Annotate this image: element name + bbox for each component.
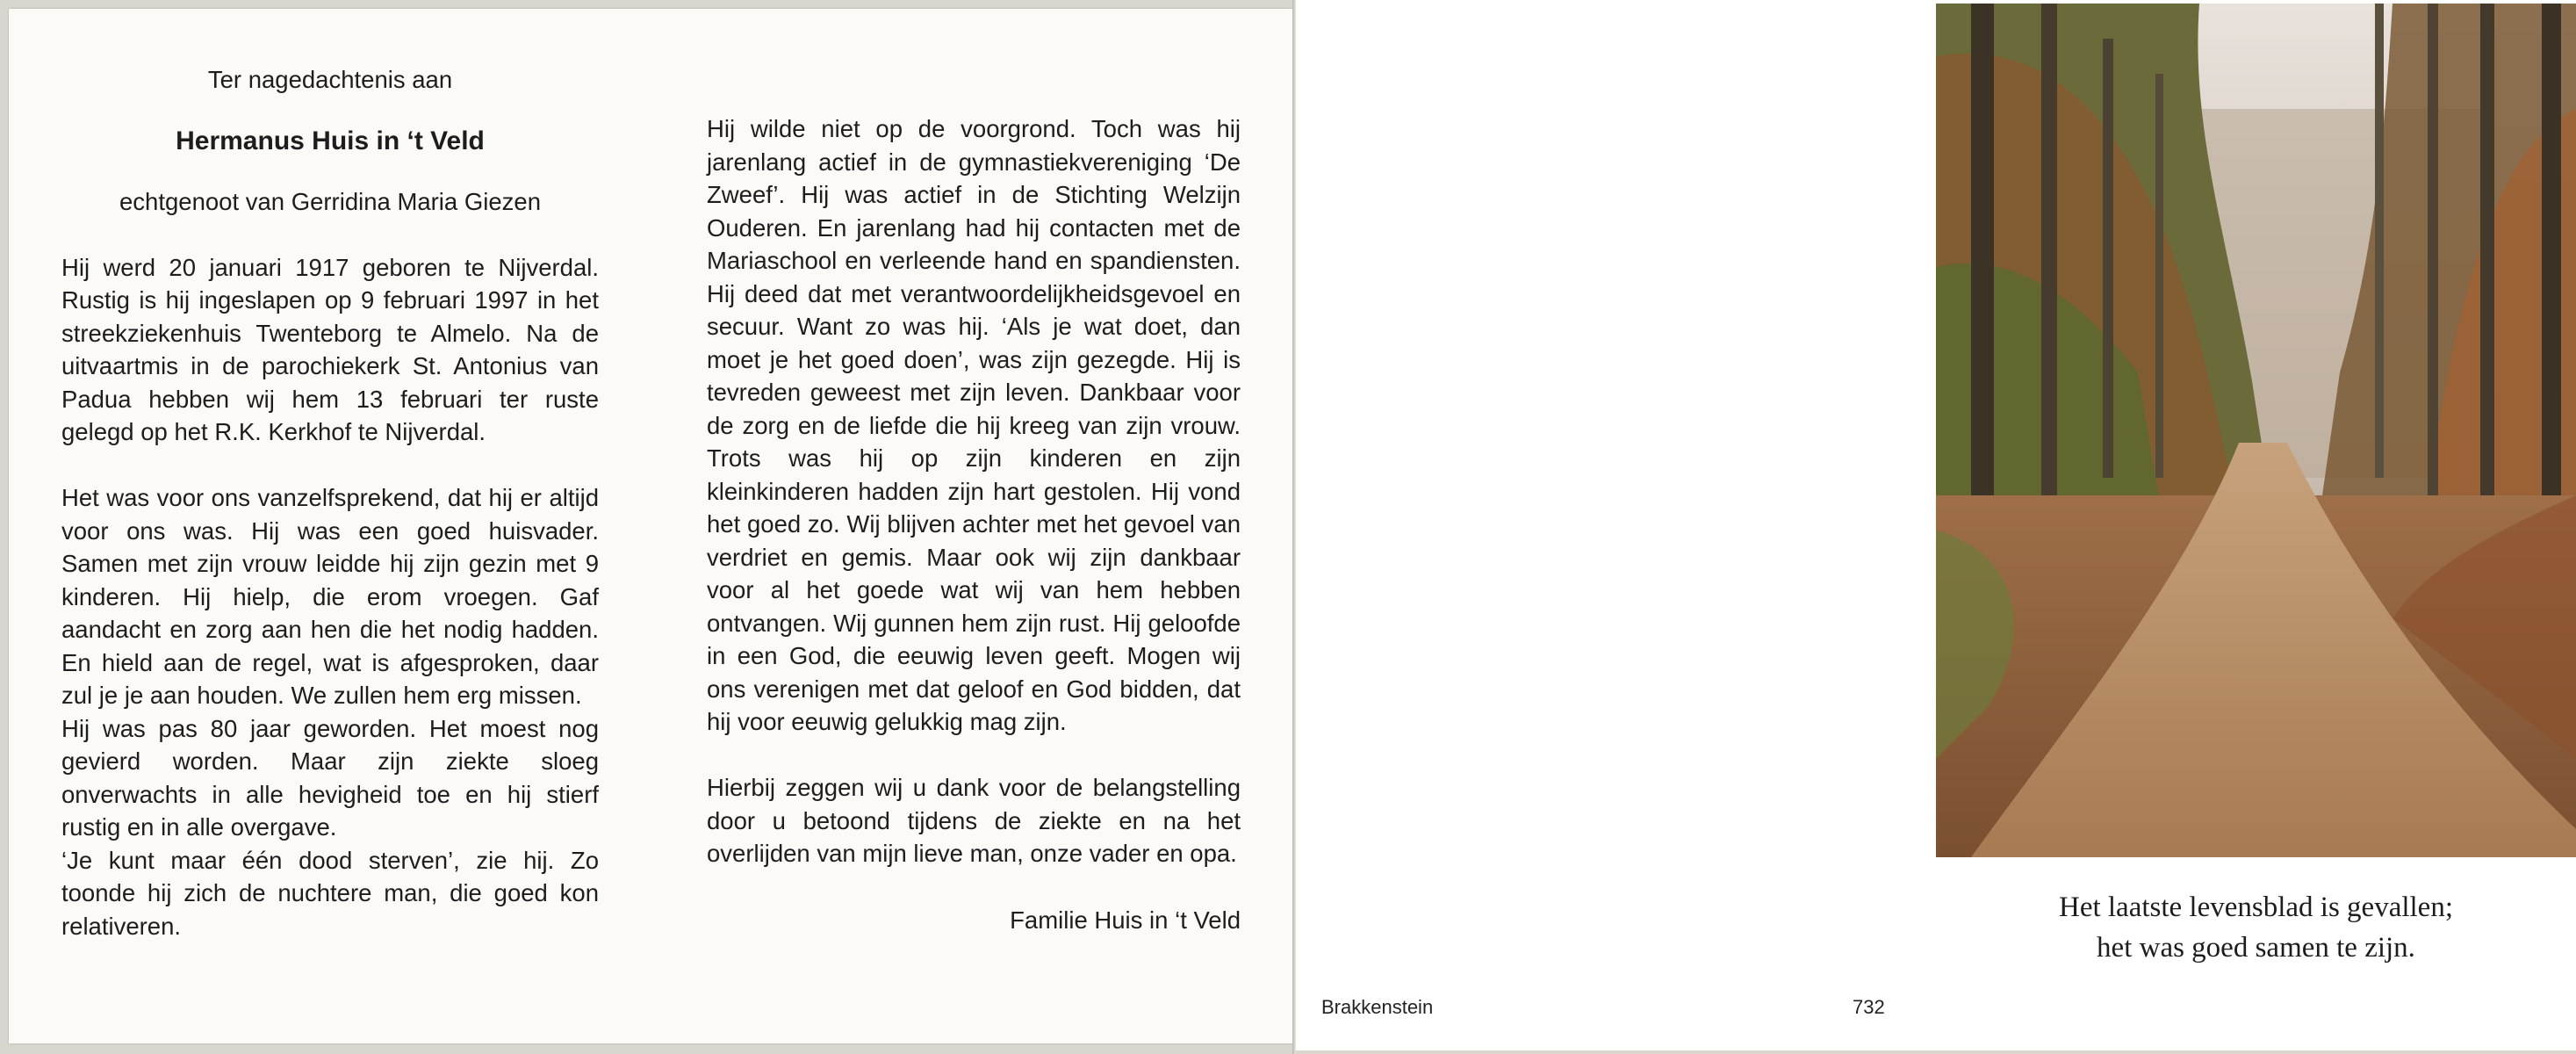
intro-line: Ter nagedachtenis aan bbox=[207, 66, 453, 93]
paragraph-quote: ‘Je kunt maar één dood sterven’, zie hij. Zo toonde hij zich de nuchtere man, die goed kon relativeren. bbox=[61, 846, 599, 940]
verse-line-2: het was goed samen te zijn. bbox=[2097, 932, 2415, 964]
paragraph-thanks: Hierbij zeggen wij u dank voor de belangstelling door u betoond tijdens de ziekte en na het overlijden van mijn lieve man, onze vader en opa. bbox=[707, 774, 1241, 867]
spouse-line: echtgenoot van Gerridina Maria Giezen bbox=[119, 188, 541, 215]
paragraph-illness: Hij was pas 80 jaar geworden. Het moest nog gevierd worden. Maar zijn ziekte sloeg onverwachts in alle hevigheid toe en hij stierf rustig en in alle overgave. bbox=[61, 714, 599, 841]
left-column bbox=[61, 63, 599, 942]
verse-line-1: Het laatste levensblad is gevallen; bbox=[2058, 892, 2453, 923]
verse bbox=[1936, 887, 2576, 968]
memorial-card-inside bbox=[9, 9, 1292, 1043]
publisher-label: Brakkenstein bbox=[1321, 996, 1434, 1018]
paragraph-community: Hij wilde niet op de voorgrond. Toch was hij jarenlang actief in de gymnastiekvereniging ‘De Zweef’. Hij was actief in de Stichting Welzijn Ouderen. En jarenlang had hij contacten met de Mariaschool en verleende hand en spandiensten. Hij deed dat met verantwoordelijkheidsgevoel en secuur. Want zo was hij. ‘Als je wat doet, dan moet je het goed doen’, was zijn gezegde. Hij is tevreden geweest met zijn leven. Dankbaar voor de zorg en de liefde die hij kreeg van zijn vrouw. Trots was hij op zijn kinderen en zijn kleinkinderen hadden zijn hart gestolen. Hij vond het goed zo. Wij blijven achter met het gevoel van verdriet en gemis. Maar ook wij zijn dankbaar voor al het goede wat wij van hem hebben ontvangen. Wij gunnen hem zijn rust. Hij geloofde in een God, die eeuwig leven geeft. Mogen wij ons verenigen met dat geloof en God bidden, dat hij voor eeuwig gelukkig mag zijn. bbox=[707, 115, 1241, 735]
family-signature: Familie Huis in ‘t Veld bbox=[1010, 906, 1241, 934]
right-column bbox=[707, 112, 1241, 936]
card-code: 732 bbox=[1853, 996, 1885, 1018]
forest-path-photo bbox=[1936, 4, 2576, 857]
paragraph-family-life: Het was voor ons vanzelfsprekend, dat hij er altijd voor ons was. Hij was een goed huisvader. Samen met zijn vrouw leidde hij zijn gezin met 9 kinderen. Hij hielp, die erom vroegen. Gaf aandacht en zorg aan hen die het nodig hadden. En hield aan de regel, wat is afgesproken, daar zul je je aan houden. We zullen hem erg missen. bbox=[61, 484, 599, 709]
paragraph-birth-death: Hij werd 20 januari 1917 geboren te Nijverdal. Rustig is hij ingeslapen op 9 februari 1997 in het streekziekenhuis Twenteborg te Almelo. Na de uitvaartmis in de parochiekerk St. Antonius van Padua hebben wij hem 13 februari ter ruste gelegd op het R.K. Kerkhof te Nijverdal. bbox=[61, 253, 599, 445]
deceased-name: Hermanus Huis in ‘t Veld bbox=[176, 126, 485, 155]
